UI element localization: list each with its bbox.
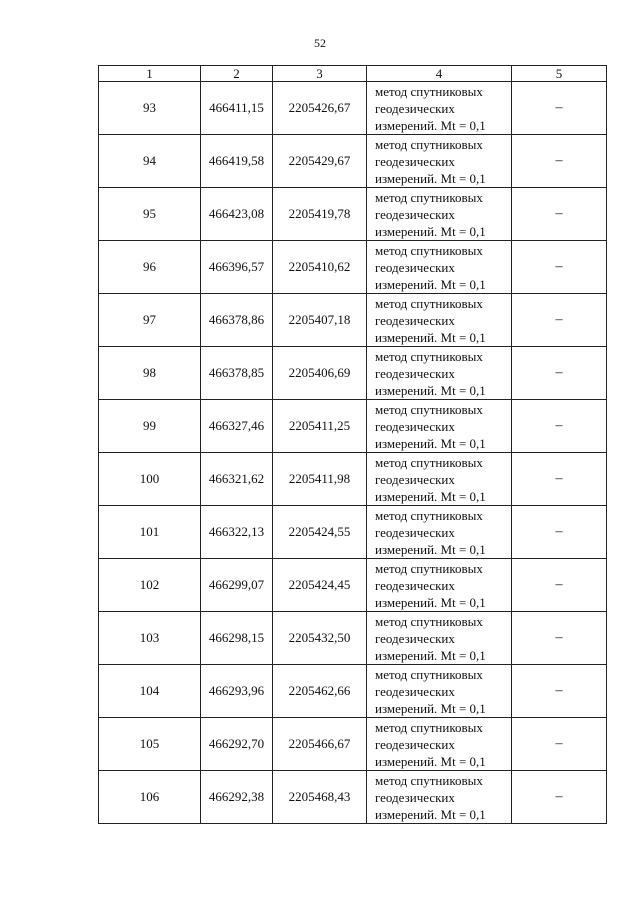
method-cell — [367, 612, 512, 665]
point-number-cell: 93 — [99, 82, 201, 135]
method-line: измерений. Mt = 0,1 — [375, 541, 486, 557]
point-number-cell: 105 — [99, 718, 201, 771]
point-number-cell: 95 — [99, 188, 201, 241]
method-cell — [367, 135, 512, 188]
method-line: геодезических — [375, 577, 455, 593]
method-line: метод спутниковых — [375, 454, 483, 470]
method-line: геодезических — [375, 206, 455, 222]
method-line: геодезических — [375, 153, 455, 169]
x-coordinate-cell: 466292,70 — [201, 718, 273, 771]
note-cell: – — [512, 400, 607, 453]
method-cell — [367, 453, 512, 506]
y-coordinate-cell: 2205411,98 — [273, 453, 367, 506]
note-cell: – — [512, 506, 607, 559]
method-cell — [367, 188, 512, 241]
note-cell: – — [512, 347, 607, 400]
method-line: измерений. Mt = 0,1 — [375, 382, 486, 398]
method-line: геодезических — [375, 418, 455, 434]
table-row — [99, 771, 607, 824]
point-number-cell: 96 — [99, 241, 201, 294]
point-number-cell: 102 — [99, 559, 201, 612]
method-line: геодезических — [375, 524, 455, 540]
method-line: метод спутниковых — [375, 507, 483, 523]
point-number-cell: 94 — [99, 135, 201, 188]
table-row — [99, 135, 607, 188]
x-coordinate-cell: 466327,46 — [201, 400, 273, 453]
method-cell — [367, 559, 512, 612]
method-line: метод спутниковых — [375, 666, 483, 682]
note-cell: – — [512, 241, 607, 294]
x-coordinate-cell: 466298,15 — [201, 612, 273, 665]
method-cell — [367, 82, 512, 135]
method-line: измерений. Mt = 0,1 — [375, 223, 486, 239]
y-coordinate-cell: 2205432,50 — [273, 612, 367, 665]
x-coordinate-cell: 466322,13 — [201, 506, 273, 559]
method-line: геодезических — [375, 630, 455, 646]
method-line: метод спутниковых — [375, 136, 483, 152]
x-coordinate-cell: 466411,15 — [201, 82, 273, 135]
method-line: измерений. Mt = 0,1 — [375, 117, 486, 133]
method-cell — [367, 400, 512, 453]
method-line: метод спутниковых — [375, 613, 483, 629]
method-line: измерений. Mt = 0,1 — [375, 170, 486, 186]
method-line: геодезических — [375, 312, 455, 328]
table-row — [99, 241, 607, 294]
note-cell: – — [512, 665, 607, 718]
method-line: метод спутниковых — [375, 83, 483, 99]
x-coordinate-cell: 466292,38 — [201, 771, 273, 824]
y-coordinate-cell: 2205407,18 — [273, 294, 367, 347]
method-line: метод спутниковых — [375, 401, 483, 417]
method-cell — [367, 665, 512, 718]
x-coordinate-cell: 466378,85 — [201, 347, 273, 400]
note-cell: – — [512, 294, 607, 347]
table-row — [99, 665, 607, 718]
method-cell — [367, 718, 512, 771]
x-coordinate-cell: 466378,86 — [201, 294, 273, 347]
y-coordinate-cell: 2205411,25 — [273, 400, 367, 453]
x-coordinate-cell: 466293,96 — [201, 665, 273, 718]
column-header: 4 — [367, 66, 512, 82]
method-line: измерений. Mt = 0,1 — [375, 435, 486, 451]
column-header: 1 — [99, 66, 201, 82]
point-number-cell: 97 — [99, 294, 201, 347]
point-number-cell: 103 — [99, 612, 201, 665]
y-coordinate-cell: 2205424,55 — [273, 506, 367, 559]
method-line: метод спутниковых — [375, 295, 483, 311]
y-coordinate-cell: 2205410,62 — [273, 241, 367, 294]
page-number: 52 — [314, 36, 326, 50]
method-line: геодезических — [375, 259, 455, 275]
x-coordinate-cell: 466419,58 — [201, 135, 273, 188]
table-row — [99, 188, 607, 241]
method-line: метод спутниковых — [375, 719, 483, 735]
table-row — [99, 718, 607, 771]
table-row — [99, 559, 607, 612]
column-header: 2 — [201, 66, 273, 82]
method-line: геодезических — [375, 683, 455, 699]
table-row — [99, 506, 607, 559]
point-number-cell: 106 — [99, 771, 201, 824]
method-line: измерений. Mt = 0,1 — [375, 488, 486, 504]
method-cell — [367, 771, 512, 824]
method-cell — [367, 294, 512, 347]
method-line: метод спутниковых — [375, 348, 483, 364]
y-coordinate-cell: 2205468,43 — [273, 771, 367, 824]
method-line: метод спутниковых — [375, 560, 483, 576]
method-line: измерений. Mt = 0,1 — [375, 329, 486, 345]
method-line: измерений. Mt = 0,1 — [375, 700, 486, 716]
method-line: геодезических — [375, 100, 455, 116]
table-row — [99, 453, 607, 506]
table-body — [99, 82, 607, 824]
y-coordinate-cell: 2205429,67 — [273, 135, 367, 188]
y-coordinate-cell: 2205419,78 — [273, 188, 367, 241]
note-cell: – — [512, 771, 607, 824]
method-cell — [367, 347, 512, 400]
method-line: измерений. Mt = 0,1 — [375, 276, 486, 292]
note-cell: – — [512, 188, 607, 241]
note-cell: – — [512, 612, 607, 665]
point-number-cell: 98 — [99, 347, 201, 400]
coordinates-table — [98, 65, 607, 824]
method-line: метод спутниковых — [375, 242, 483, 258]
x-coordinate-cell: 466321,62 — [201, 453, 273, 506]
point-number-cell: 104 — [99, 665, 201, 718]
method-line: геодезических — [375, 736, 455, 752]
column-header: 5 — [512, 66, 607, 82]
method-line: измерений. Mt = 0,1 — [375, 806, 486, 822]
point-number-cell: 101 — [99, 506, 201, 559]
table-header-row — [99, 66, 607, 82]
x-coordinate-cell: 466396,57 — [201, 241, 273, 294]
method-line: геодезических — [375, 471, 455, 487]
method-cell — [367, 241, 512, 294]
method-line: метод спутниковых — [375, 772, 483, 788]
table-row — [99, 612, 607, 665]
note-cell: – — [512, 82, 607, 135]
point-number-cell: 99 — [99, 400, 201, 453]
column-header: 3 — [273, 66, 367, 82]
method-line: метод спутниковых — [375, 189, 483, 205]
table-row — [99, 294, 607, 347]
y-coordinate-cell: 2205426,67 — [273, 82, 367, 135]
table-row — [99, 347, 607, 400]
x-coordinate-cell: 466423,08 — [201, 188, 273, 241]
table-row — [99, 400, 607, 453]
point-number-cell: 100 — [99, 453, 201, 506]
method-line: измерений. Mt = 0,1 — [375, 647, 486, 663]
method-line: измерений. Mt = 0,1 — [375, 594, 486, 610]
note-cell: – — [512, 718, 607, 771]
method-line: геодезических — [375, 365, 455, 381]
method-line: измерений. Mt = 0,1 — [375, 753, 486, 769]
note-cell: – — [512, 453, 607, 506]
y-coordinate-cell: 2205466,67 — [273, 718, 367, 771]
note-cell: – — [512, 135, 607, 188]
method-cell — [367, 506, 512, 559]
x-coordinate-cell: 466299,07 — [201, 559, 273, 612]
y-coordinate-cell: 2205462,66 — [273, 665, 367, 718]
note-cell: – — [512, 559, 607, 612]
y-coordinate-cell: 2205406,69 — [273, 347, 367, 400]
y-coordinate-cell: 2205424,45 — [273, 559, 367, 612]
table-row — [99, 82, 607, 135]
method-line: геодезических — [375, 789, 455, 805]
